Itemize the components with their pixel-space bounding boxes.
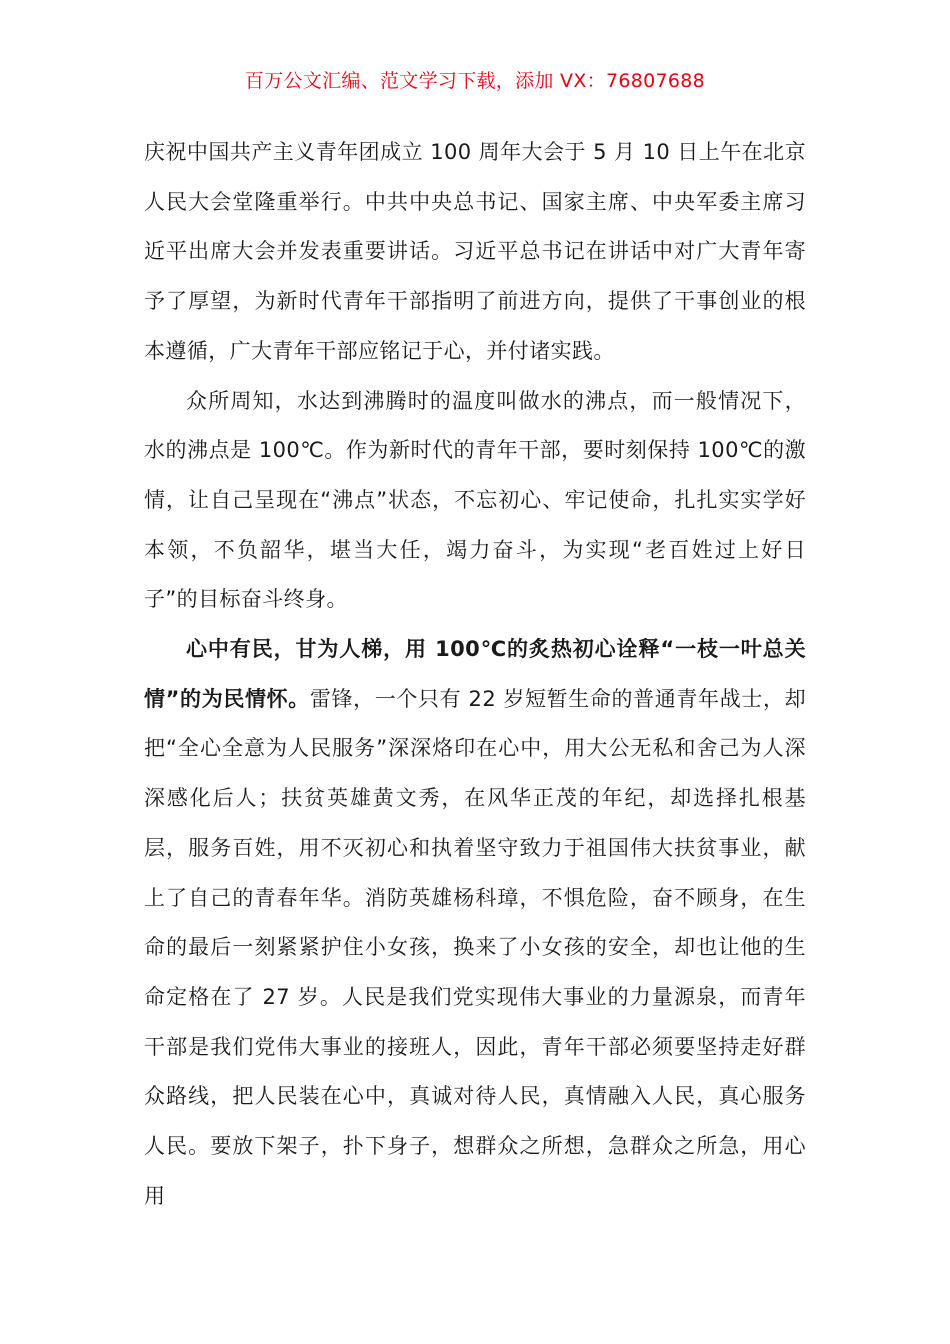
paragraph-lead-heading: 心中有民，甘为人梯，用 100℃的炙热初心诠释“一枝一叶总关情”的为民情怀。	[144, 637, 806, 711]
paragraph-boiling-point	[144, 377, 806, 626]
paragraph-people-first	[144, 625, 806, 1221]
page-header: 百万公文汇编、范文学习下载，添加 VX：76807688	[244, 70, 706, 92]
document-body	[144, 128, 806, 1221]
paragraph-text: 雷锋，一个只有 22 岁短暂生命的普通青年战士，却把“全心全意为人民服务”深深烙印在心中，用大公无私和舍己为人深深感化后人；扶贫英雄黄文秀，在风华正茂的年纪，却选择扎根基层，服务百姓，用不灭初心和执着坚守致力于祖国伟大扶贫事业，献上了自己的青春年华。消防英雄杨科璋，不惧危险，奋不顾身，在生命的最后一刻紧紧护住小女孩，换来了小女孩的安全，却也让他的生命定格在了 27 岁。人民是我们党实现伟大事业的力量源泉，而青年干部是我们党伟大事业的接班人，因此，青年干部必须要坚持走好群众路线，把人民装在心中，真诚对待人民，真情融入人民，真心服务人民。要放下架子，扑下身子，想群众之所想，急群众之所急，用心用	[144, 686, 806, 1208]
paragraph-text: 庆祝中国共产主义青年团成立 100 周年大会于 5 月 10 日上午在北京人民大会堂隆重举行。中共中央总书记、国家主席、中央军委主席习近平出席大会并发表重要讲话。习近平总书记在讲话中对广大青年寄予了厚望，为新时代青年干部指明了前进方向，提供了干事创业的根本遵循，广大青年干部应铭记于心，并付诸实践。	[144, 140, 806, 363]
paragraph-text: 众所周知，水达到沸腾时的温度叫做水的沸点，而一般情况下，水的沸点是 100℃。作为新时代的青年干部，要时刻保持 100℃的激情，让自己呈现在“沸点”状态，不忘初心、牢记使命，扎扎实实学好本领，不负韶华，堪当大任，竭力奋斗，为实现“老百姓过上好日子”的目标奋斗终身。	[144, 388, 806, 612]
paragraph-intro	[144, 128, 806, 377]
